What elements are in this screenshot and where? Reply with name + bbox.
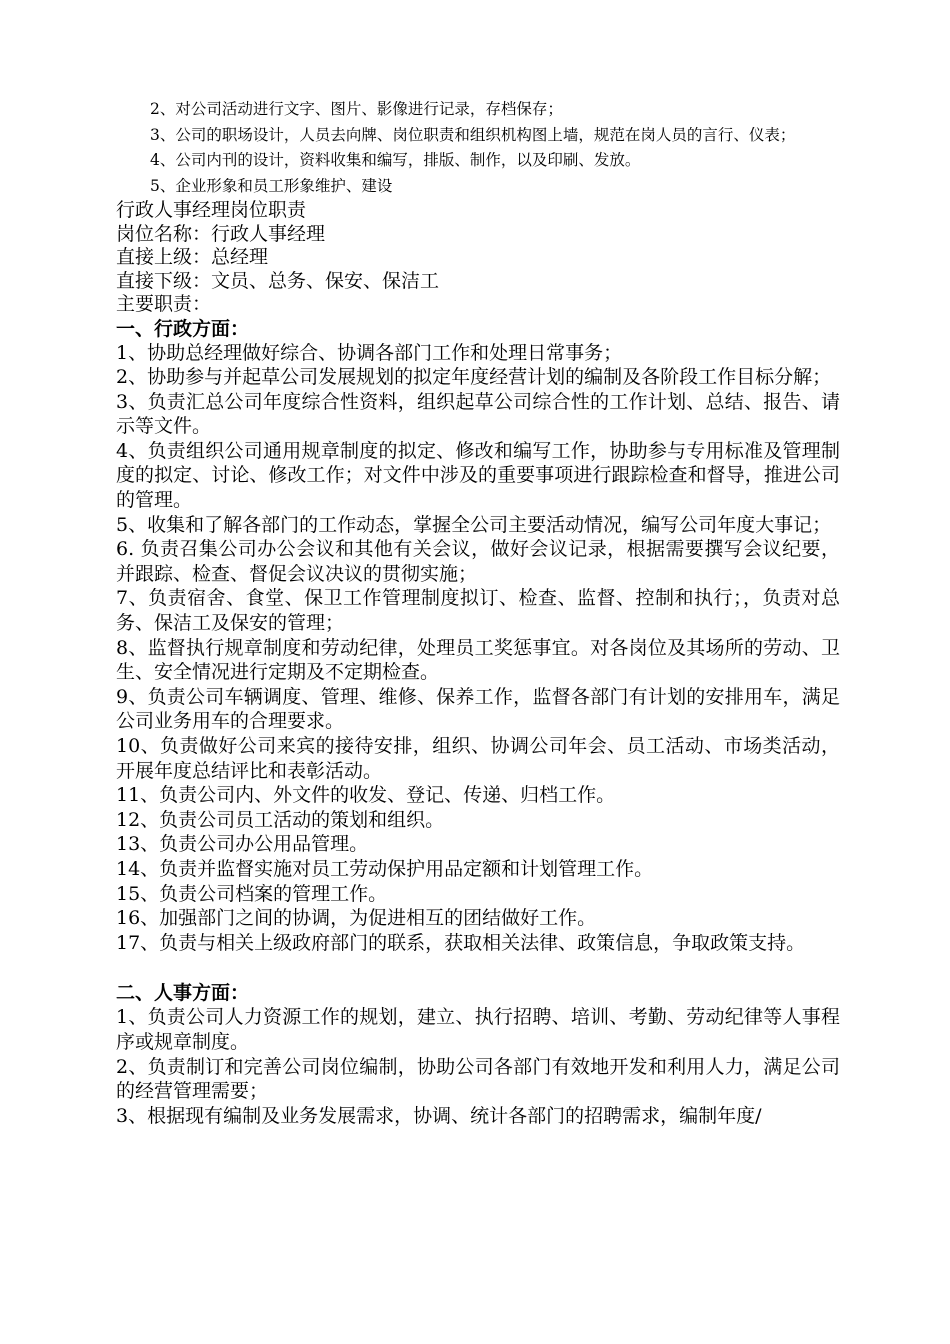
list-item: 1、协助总经理做好综合、协调各部门工作和处理日常事务； bbox=[116, 341, 623, 364]
position-name: 岗位名称：行政人事经理 bbox=[116, 222, 326, 245]
list-item: 17、负责与相关上级政府部门的联系，获取相关法律、政策信息，争取政策支持。 bbox=[116, 931, 806, 954]
list-item: 4、负责组织公司通用规章制度的拟定、修改和编写工作，协助参与专用标准及管理制度的拟定、讨论、修改工作；对文件中涉及的重要事项进行跟踪检查和督导，推进公司的管理。 bbox=[116, 439, 840, 512]
document-body bbox=[116, 97, 840, 1128]
list-item: 7、负责宿舍、食堂、保卫工作管理制度拟订、检查、监督、控制和执行；，负责对总务、保洁工及保安的管理； bbox=[116, 587, 840, 635]
list-item: 2、负责制订和完善公司岗位编制，协助公司各部门有效地开发和利用人力，满足公司的经营管理需要； bbox=[116, 1055, 840, 1103]
hr-duties-list bbox=[116, 1005, 840, 1128]
intro-item: 2、对公司活动进行文字、图片、影像进行记录，存档保存； bbox=[150, 100, 563, 118]
intro-list bbox=[116, 97, 840, 199]
intro-item: 5、企业形象和员工形象维护、建设 bbox=[150, 176, 393, 195]
list-item: 14、负责并监督实施对员工劳动保护用品定额和计划管理工作。 bbox=[116, 857, 654, 880]
list-item: 13、负责公司办公用品管理。 bbox=[116, 833, 369, 856]
intro-item: 3、公司的职场设计，人员去向牌、岗位职责和组织机构图上墙，规范在岗人员的言行、仪表； bbox=[150, 125, 796, 144]
list-item: 2、协助参与并起草公司发展规划的拟定年度经营计划的编制及各阶段工作目标分解； bbox=[116, 366, 832, 389]
list-item: 9、负责公司车辆调度、管理、维修、保养工作，监督各部门有计划的安排用车，满足公司业务用车的合理要求。 bbox=[116, 685, 840, 733]
list-item: 6. 负责召集公司办公会议和其他有关会议，做好会议记录，根据需要撰写会议纪要，并跟踪、检查、督促会议决议的贯彻实施； bbox=[116, 538, 840, 585]
list-item: 10、负责做好公司来宾的接待安排，组织、协调公司年会、员工活动、市场类活动，开展年度总结评比和表彰活动。 bbox=[116, 735, 840, 782]
list-item: 16、加强部门之间的协调，为促进相互的团结做好工作。 bbox=[116, 907, 597, 930]
list-item: 3、根据现有编制及业务发展需求，协调、统计各部门的招聘需求，编制年度/ bbox=[116, 1104, 762, 1127]
admin-section-title: 一、行政方面： bbox=[116, 317, 250, 340]
job-header bbox=[116, 199, 840, 317]
list-item: 11、负责公司内、外文件的收发、登记、传递、归档工作。 bbox=[116, 784, 616, 807]
list-item: 3、负责汇总公司年度综合性资料，组织起草公司综合性的工作计划、总结、报告、请示等文件。 bbox=[116, 390, 840, 438]
section-spacer bbox=[116, 955, 840, 981]
direct-superior: 直接上级：总经理 bbox=[116, 246, 269, 268]
list-item: 5、收集和了解各部门的工作动态，掌握全公司主要活动情况，编写公司年度大事记； bbox=[116, 513, 832, 536]
list-item: 12、负责公司员工活动的策划和组织。 bbox=[116, 808, 445, 831]
direct-subordinates: 直接下级：文员、总务、保安、保洁工 bbox=[116, 269, 440, 292]
hr-section-title: 二、人事方面： bbox=[116, 982, 250, 1005]
duties-label: 主要职责： bbox=[116, 293, 212, 315]
intro-item: 4、公司内刊的设计，资料收集和编写，排版、制作，以及印刷、发放。 bbox=[150, 151, 641, 169]
job-title: 行政人事经理岗位职责 bbox=[116, 199, 307, 221]
list-item: 1、负责公司人力资源工作的规划，建立、执行招聘、培训、考勤、劳动纪律等人事程序或规章制度。 bbox=[116, 1006, 840, 1053]
admin-duties-list bbox=[116, 341, 840, 956]
list-item: 15、负责公司档案的管理工作。 bbox=[116, 882, 388, 905]
list-item: 8、监督执行规章制度和劳动纪律，处理员工奖惩事宜。对各岗位及其场所的劳动、卫生、安全情况进行定期及不定期检查。 bbox=[116, 636, 840, 684]
